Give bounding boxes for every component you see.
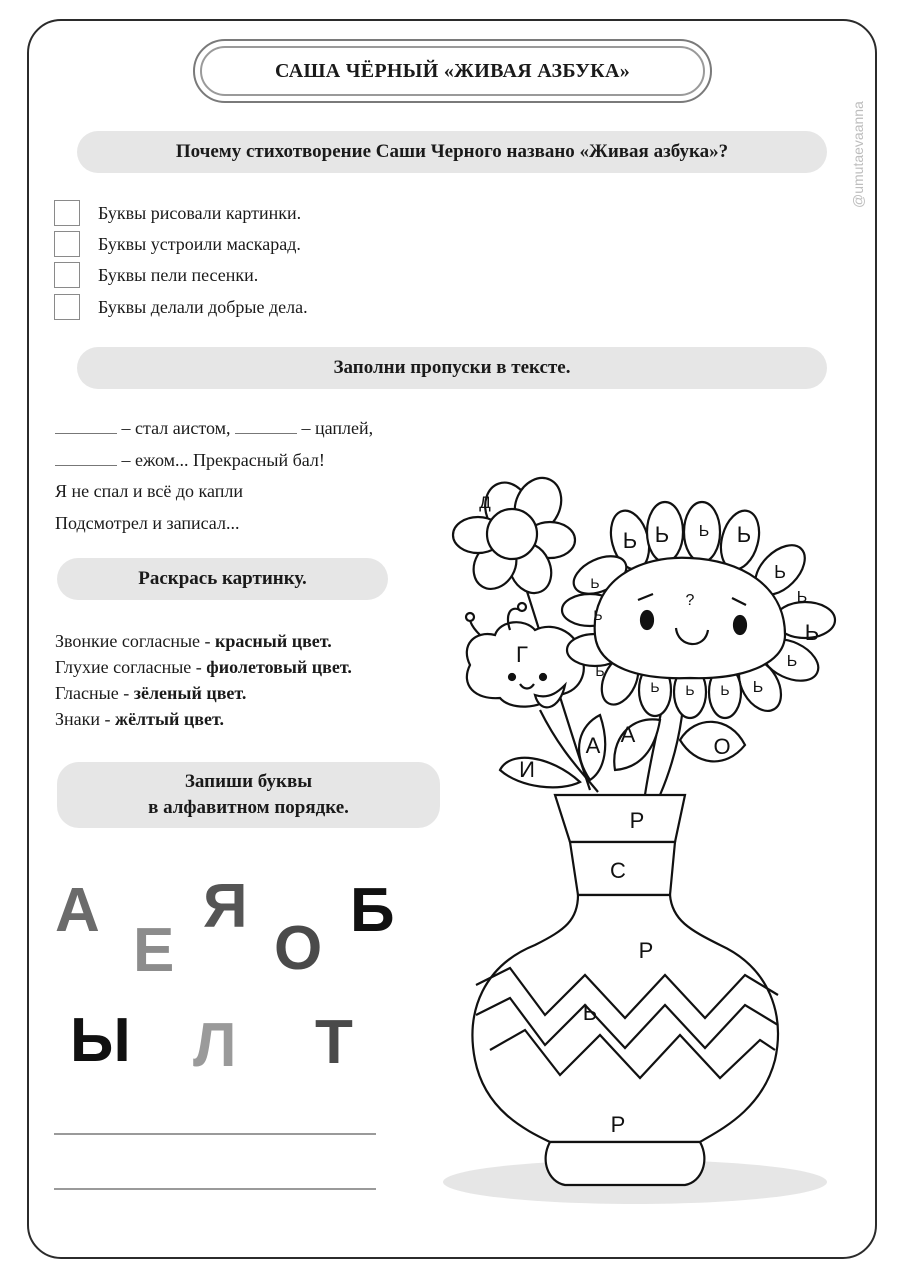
picture-letter: Р	[638, 938, 654, 963]
page-title: САША ЧЁРНЫЙ «ЖИВАЯ АЗБУКА»	[274, 59, 631, 82]
eye	[509, 674, 515, 680]
rule-label: Глухие согласные -	[55, 657, 207, 677]
question-4-heading-line-2: в алфавитном порядке.	[148, 797, 349, 818]
picture-letter: Ь	[582, 1000, 598, 1025]
picture-letter: Ь	[698, 523, 710, 540]
poem-text: – стал аистом,	[121, 418, 231, 438]
picture-letter: Ь	[720, 682, 730, 698]
poem-line-4: Подсмотрел и записал...	[55, 513, 240, 533]
picture-letter: О	[713, 734, 731, 759]
rule-value: фиолетовый цвет.	[206, 657, 352, 677]
picture-letter: Ь	[752, 679, 764, 696]
coloring-picture	[440, 470, 840, 1210]
rule-value: зёленый цвет.	[133, 683, 247, 703]
picture-letter: Ь	[786, 653, 798, 670]
option-label: Буквы пели песенки.	[98, 264, 259, 285]
flower-left	[453, 470, 575, 600]
letter: А	[55, 876, 100, 945]
picture-letter: Р	[610, 1112, 626, 1137]
answer-line-2[interactable]	[54, 1188, 376, 1190]
picture-letter: Ь	[595, 663, 605, 679]
picture-letter: Ь	[736, 522, 752, 547]
poem-text: – цаплей,	[301, 418, 374, 438]
rule-value: жёлтый цвет.	[115, 709, 224, 729]
picture-letter: Ь	[804, 620, 820, 645]
watermark: @umutaevaanna	[850, 101, 866, 209]
picture-letter: Г	[516, 642, 528, 667]
vase-base	[546, 1142, 705, 1185]
picture-letter: Ь	[622, 528, 638, 553]
question-3-heading-text: Раскрась картинку.	[138, 568, 307, 589]
picture-letter: И	[519, 757, 535, 782]
flower-center	[487, 509, 537, 559]
letter: Б	[350, 876, 395, 945]
rule-label: Знаки -	[55, 709, 116, 729]
picture-letter: А	[585, 733, 601, 758]
picture-letter: Ь	[796, 589, 808, 606]
leaf	[500, 758, 580, 788]
antenna-tip	[466, 613, 474, 621]
picture-letter: С	[610, 858, 626, 883]
letter: Ы	[70, 1006, 131, 1075]
picture-letter: Д	[479, 493, 491, 512]
picture-letter: Ь	[650, 679, 660, 695]
picture-letter: ?	[685, 592, 695, 609]
picture-letter: Ь	[685, 682, 695, 698]
poem-line-3: Я не спал и всё до капли	[55, 481, 244, 501]
letter: О	[274, 914, 323, 983]
eye	[734, 616, 746, 634]
picture-letter: Ь	[774, 562, 786, 582]
eye	[641, 611, 653, 629]
picture-letter: Р	[629, 808, 645, 833]
question-2-heading-text: Заполни пропуски в тексте.	[333, 357, 571, 378]
picture-letter: Ь	[593, 607, 603, 623]
picture-letter: Ь	[654, 522, 670, 547]
rule-label: Звонкие согласные -	[55, 631, 216, 651]
letter: Л	[193, 1011, 237, 1080]
option-label: Буквы делали добрые дела.	[98, 296, 308, 317]
question-1-heading-text: Почему стихотворение Саши Черного названо «Живая азбука»?	[175, 141, 729, 162]
poem-text: – ежом... Прекрасный бал!	[121, 450, 325, 470]
letter: Е	[133, 916, 175, 985]
picture-letter: А	[620, 722, 636, 747]
eye	[540, 674, 546, 680]
rule-value: красный цвет.	[215, 631, 332, 651]
question-4-heading-line-1: Запиши буквы	[184, 771, 313, 792]
answer-line-1[interactable]	[54, 1133, 376, 1135]
picture-letter: Ь	[590, 575, 600, 591]
letter: Т	[315, 1008, 353, 1077]
rule-label: Гласные -	[55, 683, 134, 703]
option-label: Буквы рисовали картинки.	[98, 202, 302, 223]
option-label: Буквы устроили маскарад.	[98, 233, 301, 254]
antenna-tip	[518, 603, 526, 611]
letter: Я	[203, 872, 248, 941]
vase-neck-top	[555, 795, 685, 842]
